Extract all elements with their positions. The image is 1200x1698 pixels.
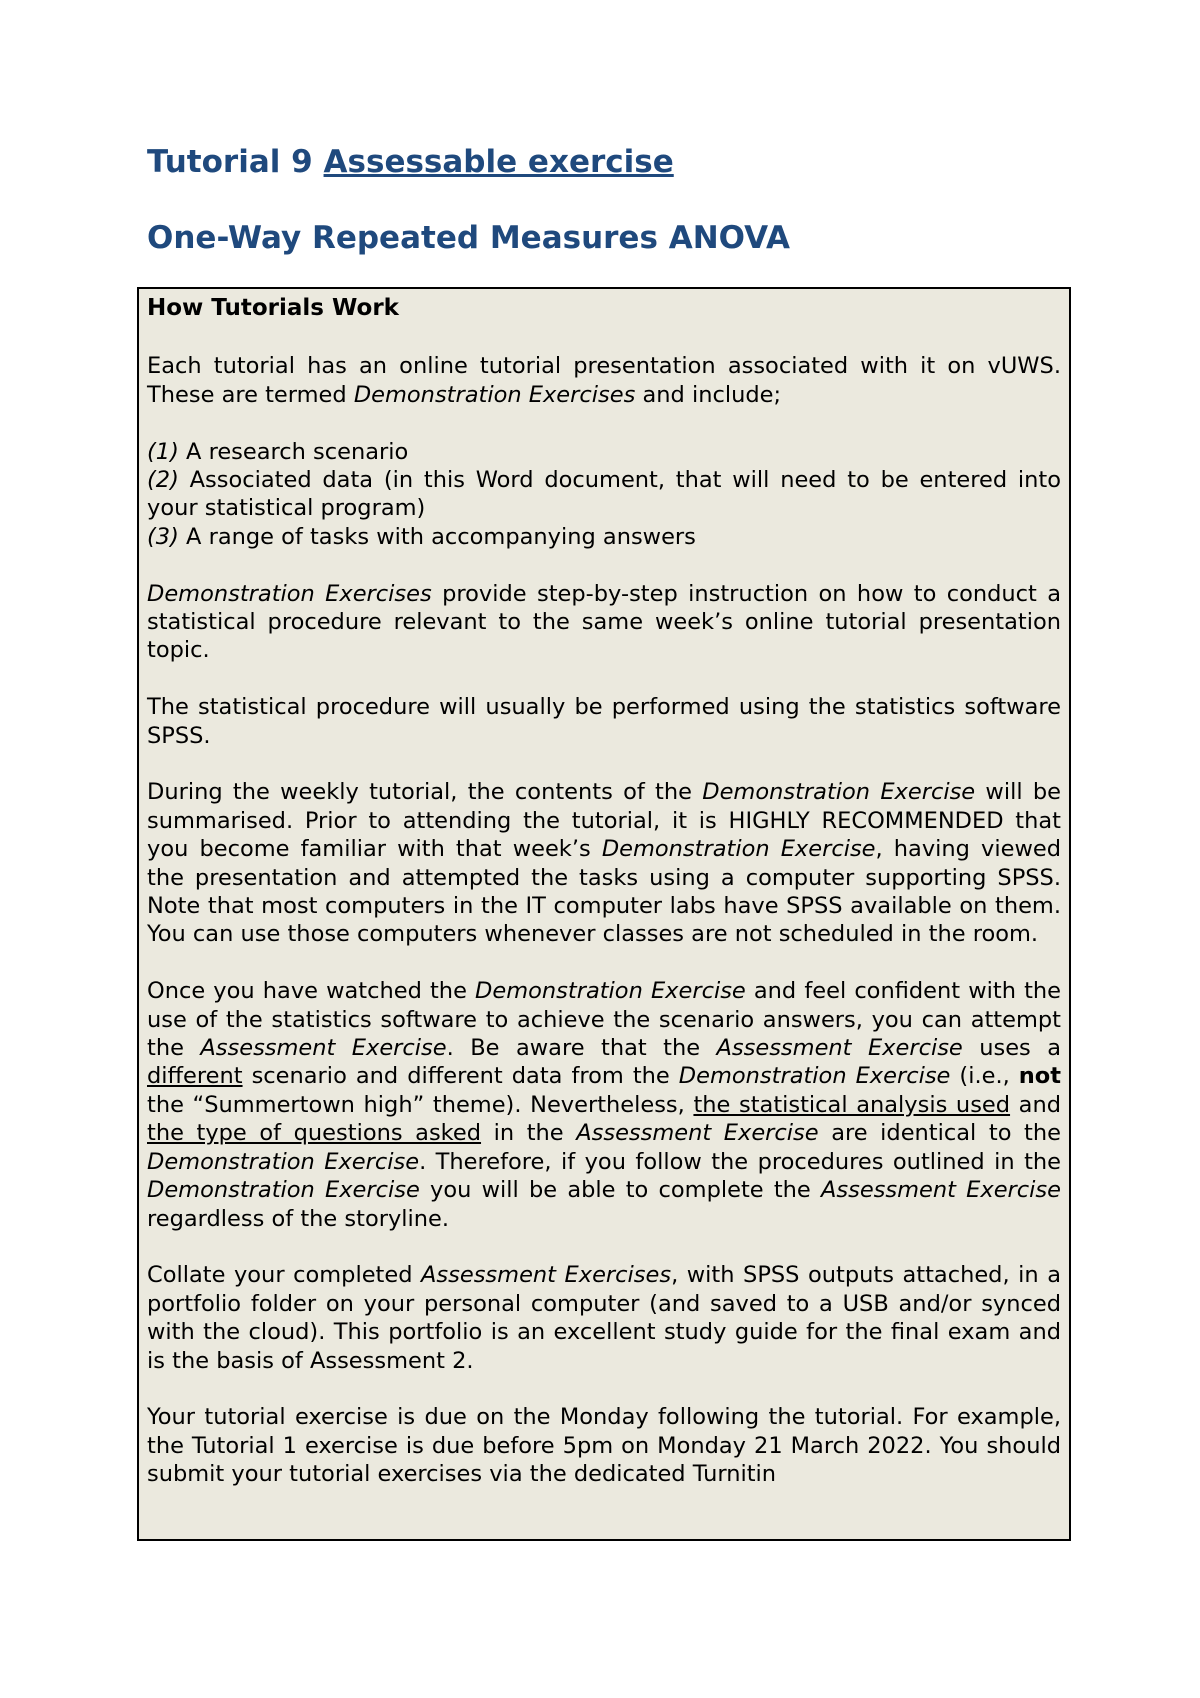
spacer (147, 750, 1061, 778)
emphasis-text: Demonstration Exercise (147, 1177, 420, 1204)
text-run: and (1010, 1091, 1061, 1118)
text-run: are identical to the (818, 1120, 1061, 1147)
emphasis-text: Assessment Exercise (820, 1177, 1061, 1204)
list-item-2 (147, 466, 1061, 523)
emphasis-text: Demonstration Exercise (601, 836, 876, 863)
emphasis-text: (2) (147, 467, 179, 493)
emphasis-text: Assessment Exercise (576, 1120, 819, 1147)
emphasis-text: (1) (147, 438, 179, 465)
text-run: regardless of the storyline. (147, 1205, 450, 1232)
bold-text: not (1018, 1063, 1061, 1090)
spacer (147, 409, 1061, 437)
paragraph-software (147, 693, 1061, 750)
paragraph-demonstration (147, 580, 1061, 665)
list-item-3 (147, 523, 1061, 551)
text-run: scenario and different data from the (242, 1063, 679, 1090)
text-run: Collate your completed (147, 1262, 422, 1289)
text-run: During the weekly tutorial, the contents of the (147, 779, 703, 806)
spacer (147, 1233, 1061, 1261)
title-prefix: Tutorial 9 (147, 144, 324, 180)
text-run: A range of tasks with accompanying answers (178, 523, 696, 550)
emphasis-text: Assessment Exercises (421, 1262, 672, 1289)
emphasis-text: Demonstration Exercise (678, 1063, 951, 1090)
text-run: (i.e., (950, 1063, 1019, 1090)
assessable-exercise-link[interactable]: Assessable exercise (323, 144, 674, 180)
emphasis-text: Assessment Exercise (716, 1035, 963, 1062)
paragraph-weekly-tutorial (147, 778, 1061, 948)
emphasis-text: Demonstration Exercise (147, 1148, 420, 1175)
spacer (147, 551, 1061, 579)
underlined-text: the type of questions asked (147, 1120, 482, 1147)
underlined-text: different (147, 1063, 243, 1090)
document-subtitle: One-Way Repeated Measures ANOVA (147, 220, 791, 256)
text-run: . Therefore, if you follow the procedures outlined in the (419, 1148, 1061, 1175)
text-run: , having viewed the presentation and attempted the tasks using a computer supporting SPSS. Note that most computers in the IT computer labs have SPSS available on them. You can use those computers whenever classes are not scheduled in the room. (147, 836, 1061, 948)
text-run: A research scenario (178, 438, 409, 465)
document-title (147, 144, 674, 181)
underlined-text: the statistical analysis used (693, 1091, 1011, 1118)
spacer (147, 324, 1061, 352)
how-tutorials-work-box (137, 287, 1071, 1541)
emphasis-text: Demonstration Exercises (353, 381, 636, 408)
paragraph-portfolio (147, 1261, 1061, 1375)
text-run: Each tutorial has an online tutorial presentation associated with it on vUWS. These are termed (147, 353, 1061, 408)
text-run: Associated data (in this Word document, that will need to be entered into your statistical program) (147, 467, 1061, 522)
list-item-1 (147, 438, 1061, 466)
text-run: . Be aware that the (446, 1035, 717, 1062)
text-run: uses a (962, 1035, 1062, 1062)
spacer (147, 949, 1061, 977)
spacer (147, 665, 1061, 693)
emphasis-text: Assessment Exercise (200, 1035, 447, 1062)
text-run: and feel confident with the use of the statistics software to achieve the scenario answers, you can attempt the (147, 978, 1061, 1062)
paragraph-assessment (147, 977, 1061, 1233)
text-run: in the (481, 1120, 577, 1147)
text-run: the “Summertown high” theme). Nevertheless, (147, 1091, 694, 1118)
text-run: will be summarised. Prior to attending the tutorial, it is HIGHLY RECOMMENDED that you become familiar with that week’s (147, 779, 1061, 863)
text-run: Once you have watched the (147, 978, 476, 1005)
text-run: you will be able to complete the (419, 1177, 821, 1204)
emphasis-text: Demonstration Exercise (702, 779, 976, 806)
box-heading: How Tutorials Work (147, 295, 399, 321)
box-content (147, 292, 1061, 1489)
emphasis-text: Demonstration Exercise (475, 978, 746, 1005)
emphasis-text: Demonstration Exercises (147, 580, 432, 607)
spacer (147, 1375, 1061, 1403)
text-run: and include; (635, 381, 782, 408)
emphasis-text: (3) (147, 523, 179, 550)
text-run: The statistical procedure will usually be performed using the statistics software SPSS. (147, 694, 1061, 749)
paragraph-due-date (147, 1403, 1061, 1488)
paragraph-intro (147, 352, 1061, 409)
text-run: provide step-by-step instruction on how to conduct a statistical procedure relevant to the same week’s online tutorial presentation topic. (147, 580, 1062, 664)
text-run: , with SPSS outputs attached, in a portfolio folder on your personal computer (and saved to a USB and/or synced with the cloud). This portfolio is an excellent study guide for the final exam and is the basis of Assessment 2. (147, 1262, 1061, 1374)
text-run: Your tutorial exercise is due on the Monday following the tutorial. For example, the Tutorial 1 exercise is due before 5pm on Monday 21 March 2022. You should submit your tutorial exercises via the dedicated Turnitin (147, 1404, 1061, 1488)
